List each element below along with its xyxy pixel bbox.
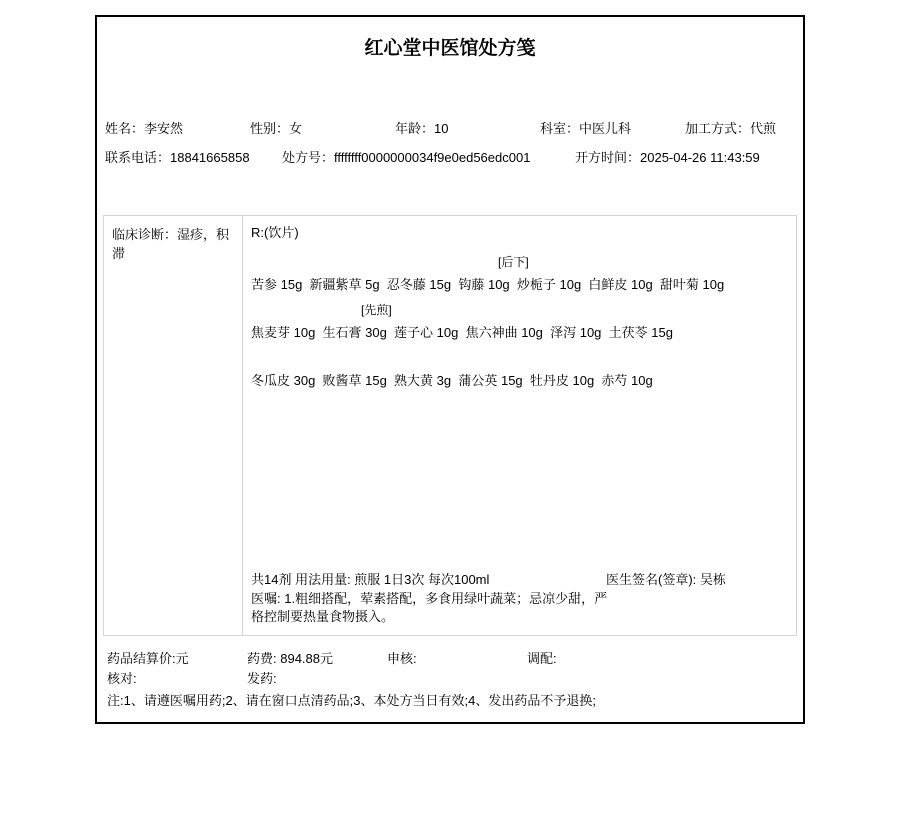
review-field (387, 649, 527, 669)
check-field (107, 669, 247, 689)
dispense-field (527, 649, 557, 669)
prescription-table (103, 215, 797, 636)
patient-name-field (105, 122, 250, 136)
medicine-row: 冬瓜皮 30g 败酱草 15g 熟大黄 3g 蒲公英 15g 牡丹皮 10g 赤芍 10g (251, 373, 653, 388)
issue-label: 发药: (247, 671, 277, 686)
patient-info-row-2 (105, 151, 803, 165)
dosage-summary: 共14剂 用法用量: 煎服 1日3次 每次100ml (251, 572, 490, 587)
footer-row-2 (107, 669, 803, 689)
page-title: 红心堂中医馆处方笺 (364, 38, 536, 59)
patient-info-row-1 (105, 122, 803, 136)
check-label: 核对: (107, 671, 137, 686)
diagnosis-cell (104, 216, 243, 635)
phone-label: 联系电话： (105, 150, 171, 165)
prescription-number-field (282, 151, 575, 165)
department-label: 科室： (540, 121, 580, 136)
medicine-row: 苦参 15g 新疆紫草 5g 忍冬藤 15g 钩藤 10g 炒栀子 10g 白鲜皮 10g 甜叶菊 10g (251, 277, 725, 292)
prescription-cell (243, 216, 796, 635)
prescription-footer-block (251, 573, 788, 626)
medicine-row: 焦麦芽 10g 生石膏 30g 莲子心 10g 焦六神曲 10g 泽泻 10g 土茯苓 15g (251, 325, 673, 340)
patient-name-label: 姓名： (105, 121, 145, 136)
prescription-time-value: 2025-04-26 11:43:59 (640, 150, 760, 165)
patient-gender-label: 性别： (250, 121, 290, 136)
prescription-page (95, 15, 805, 724)
prescription-number-label: 处方号： (282, 150, 335, 165)
prescription-time-label: 开方时间： (575, 150, 641, 165)
footer-note: 注:1、请遵医嘱用药;2、请在窗口点清药品;3、本处方当日有效;4、发出药品不予退换; (107, 693, 596, 708)
usage-row (251, 573, 788, 587)
issue-field (247, 669, 277, 689)
settle-price-field (107, 649, 247, 669)
doctor-signature (606, 573, 726, 587)
medical-advice: 医嘱: 1.粗细搭配，荤素搭配，多食用绿叶蔬菜；忌凉少甜，严格控制要热量食物摄入。 (251, 591, 608, 624)
dispense-label: 调配: (527, 651, 557, 666)
settle-price-value: 元 (175, 651, 189, 666)
patient-age-field (395, 122, 540, 136)
patient-age-value: 10 (434, 121, 449, 136)
processing-method-label: 加工方式： (685, 121, 751, 136)
patient-name-value: 李安然 (144, 121, 184, 136)
phone-field (105, 151, 282, 165)
patient-info (97, 122, 803, 165)
diagnosis-value: 湿疹，积滞 (112, 227, 230, 261)
page-footer (97, 649, 803, 711)
diagnosis-label: 临床诊断： (112, 227, 178, 242)
footer-row-1 (107, 649, 803, 669)
department-value: 中医儿科 (579, 121, 632, 136)
decoct-later-tag: [后下] (498, 255, 529, 269)
decoct-first-tag: [先煎] (361, 303, 392, 317)
patient-age-label: 年龄： (395, 121, 435, 136)
medicine-fee-label: 药费: (247, 651, 281, 666)
phone-value: 18841665858 (170, 150, 250, 165)
review-label: 申核: (387, 651, 417, 666)
patient-gender-field (250, 122, 395, 136)
prescription-time-field (575, 151, 760, 165)
medicine-fee-value: 894.88元 (280, 651, 333, 666)
prescription-number-value: ffffffff0000000034f9e0ed56edc001 (334, 150, 531, 165)
rx-header: R:(饮片) (251, 225, 299, 240)
department-field (540, 122, 685, 136)
processing-method-value: 代煎 (750, 121, 777, 136)
processing-method-field (685, 122, 776, 136)
doctor-signature-label: 医生签名(签章): (606, 572, 700, 587)
medicine-fee-field (247, 649, 387, 669)
settle-price-label: 药品结算价: (107, 651, 176, 666)
doctor-signature-value: 吴栋 (699, 572, 726, 587)
patient-gender-value: 女 (289, 121, 303, 136)
